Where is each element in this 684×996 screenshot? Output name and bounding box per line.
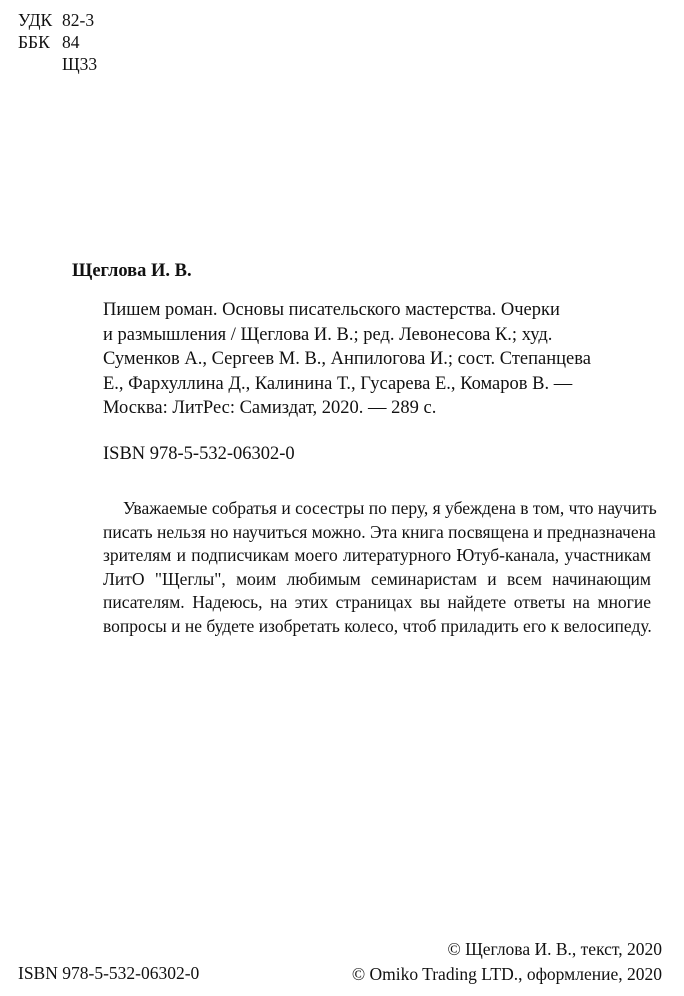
copyright-notice	[352, 937, 662, 987]
author-mark-label	[18, 53, 62, 75]
bbk-row	[18, 31, 97, 53]
udc-label: УДК	[18, 10, 53, 30]
annotation-line: писать нельзя но научиться можно. Эта книга посвящена и предназначена	[103, 521, 656, 542]
footer-isbn: ISBN 978-5-532-06302-0	[18, 963, 200, 983]
author-mark-code: Щ33	[62, 54, 98, 74]
copyright-text: © Щеглова И. В., текст, 2020	[447, 939, 662, 959]
isbn: ISBN 978-5-532-06302-0	[103, 444, 295, 464]
author-mark-row	[18, 53, 97, 75]
bibliographic-record	[103, 298, 591, 421]
udc-code: 82-3	[62, 10, 95, 30]
bibliographic-line: Москва: ЛитРес: Самиздат, 2020. — 289 с.	[103, 398, 437, 419]
author-heading: Щеглова И. В.	[72, 261, 192, 281]
annotation-line: вопросы и не будете изобретать колесо, чтоб приладить его к велосипеду.	[103, 615, 652, 636]
copyright-design: © Omiko Trading LTD., оформление, 2020	[351, 964, 662, 984]
annotation-line: зрителям и подписчикам моего литературного Ютуб-канала, участникам	[103, 545, 651, 565]
annotation-line: ЛитО "Щеглы", моим любимым семинаристам и всем начинающим	[103, 568, 651, 589]
bbk-label: ББК	[18, 32, 50, 52]
bibliographic-line: и размышления / Щеглова И. В.; ред. Левонесова К.; худ.	[103, 324, 553, 345]
bibliographic-line: Суменков А., Сергеев М. В., Анпилогова И.; сост. Степанцева	[103, 349, 591, 370]
bbk-code: 84	[62, 32, 80, 52]
udc-row	[18, 9, 97, 31]
annotation-line: писателям. Надеюсь, на этих страницах вы найдете ответы на многие	[103, 592, 651, 612]
bibliographic-line: Пишем роман. Основы писательского мастерства. Очерки	[103, 300, 560, 320]
annotation-line: Уважаемые собратья и сосестры по перу, я убеждена в том, что научить	[123, 498, 657, 518]
classification-codes	[18, 9, 97, 75]
annotation	[103, 497, 657, 638]
bibliographic-line: Е., Фархуллина Д., Калинина Т., Гусарева Е., Комаров В. —	[103, 373, 573, 394]
